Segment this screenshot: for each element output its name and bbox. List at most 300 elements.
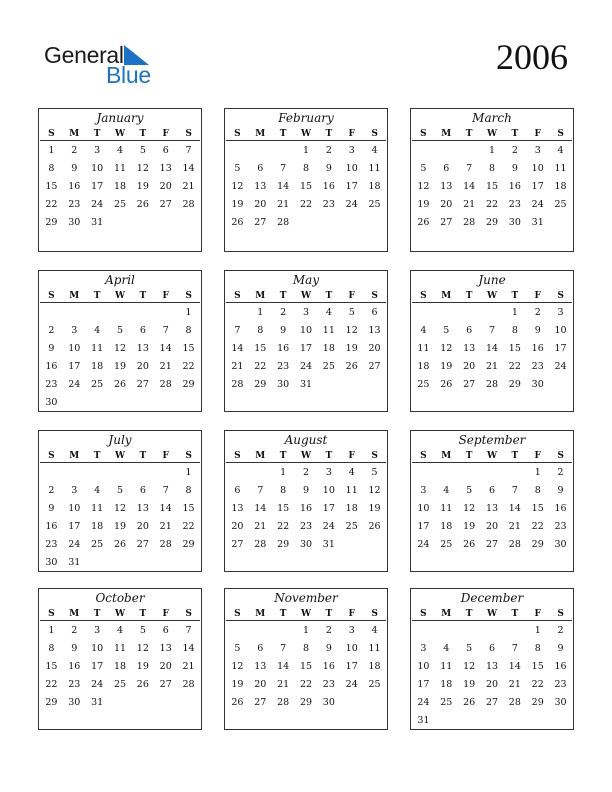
weekday-header: T xyxy=(279,451,287,461)
weekday-header: T xyxy=(465,451,473,461)
day-cell: 2 xyxy=(71,145,78,156)
empty-day-cell xyxy=(249,622,272,640)
weekday-header: F xyxy=(534,609,541,619)
day-cell: 8 xyxy=(302,643,310,654)
weekday-header: M xyxy=(69,129,80,139)
weekday-header: M xyxy=(441,451,452,461)
day-cell: 7 xyxy=(466,163,473,174)
day-cell: 20 xyxy=(136,521,149,532)
day-cell: 7 xyxy=(234,325,241,336)
day-cell: 24 xyxy=(531,199,544,210)
empty-day-cell xyxy=(109,464,132,482)
empty-day-cell xyxy=(412,304,435,322)
day-cell: 2 xyxy=(325,625,332,636)
day-cell: 1 xyxy=(280,467,287,478)
day-cell: 30 xyxy=(68,217,81,228)
day-cell: 6 xyxy=(466,325,473,336)
day-cell: 21 xyxy=(508,521,521,532)
empty-day-cell xyxy=(249,142,272,160)
empty-day-cell xyxy=(226,304,249,322)
day-cell: 2 xyxy=(534,307,541,318)
day-cell: 10 xyxy=(531,163,544,174)
day-cell: 11 xyxy=(368,643,381,654)
day-cell: 17 xyxy=(322,503,335,514)
day-cell: 29 xyxy=(531,539,544,550)
day-cell: 17 xyxy=(417,679,430,690)
day-cell: 28 xyxy=(159,379,172,390)
weekday-header: F xyxy=(348,129,355,139)
day-cell: 28 xyxy=(277,217,290,228)
month-name: February xyxy=(278,111,334,125)
day-cell: 28 xyxy=(159,539,172,550)
days-grid xyxy=(412,621,572,730)
day-cell: 16 xyxy=(45,361,58,372)
day-cell: 30 xyxy=(554,539,567,550)
month-name: August xyxy=(284,433,328,447)
weekday-header: M xyxy=(255,609,266,619)
day-cell: 18 xyxy=(440,679,453,690)
days-grid xyxy=(40,463,200,572)
day-cell: 16 xyxy=(554,503,567,514)
day-cell: 9 xyxy=(71,163,78,174)
day-cell: 28 xyxy=(508,539,521,550)
day-cell: 15 xyxy=(45,181,58,192)
day-cell: 28 xyxy=(231,379,244,390)
day-cell: 28 xyxy=(485,379,499,390)
day-cell: 14 xyxy=(508,661,521,672)
days-grid xyxy=(412,141,572,232)
day-cell: 2 xyxy=(511,145,518,156)
day-cell: 19 xyxy=(368,503,381,514)
day-cell: 28 xyxy=(254,539,267,550)
day-cell: 17 xyxy=(554,343,567,354)
weekday-header: F xyxy=(534,129,541,139)
weekday-header: S xyxy=(185,129,192,139)
day-cell: 3 xyxy=(348,145,355,156)
day-cell: 16 xyxy=(508,181,521,192)
day-cell: 22 xyxy=(299,679,313,690)
day-cell: 10 xyxy=(91,163,104,174)
day-cell: 18 xyxy=(113,661,127,672)
day-cell: 7 xyxy=(257,485,264,496)
weekday-header: S xyxy=(557,129,564,139)
day-cell: 20 xyxy=(440,199,453,210)
day-cell: 3 xyxy=(420,485,427,496)
day-cell: 14 xyxy=(231,343,244,354)
day-cell: 22 xyxy=(299,199,313,210)
weekday-header: S xyxy=(48,451,55,461)
day-cell: 31 xyxy=(417,715,430,726)
day-cell: 18 xyxy=(91,521,104,532)
day-cell: 8 xyxy=(185,485,192,496)
empty-day-cell xyxy=(435,304,458,322)
day-cell: 28 xyxy=(463,217,476,228)
weekday-header: W xyxy=(300,129,312,139)
day-cell: 10 xyxy=(345,643,358,654)
empty-day-cell xyxy=(435,622,458,640)
day-cell: 17 xyxy=(68,521,81,532)
day-cell: 27 xyxy=(254,217,267,228)
day-cell: 6 xyxy=(371,307,378,318)
day-cell: 30 xyxy=(45,557,58,568)
day-cell: 18 xyxy=(322,343,335,354)
day-cell: 3 xyxy=(534,145,541,156)
day-cell: 2 xyxy=(557,467,564,478)
day-cell: 23 xyxy=(68,199,81,210)
day-cell: 2 xyxy=(280,307,287,318)
day-cell: 14 xyxy=(485,343,499,354)
empty-day-cell xyxy=(481,304,504,322)
weekday-header: F xyxy=(162,451,169,461)
day-cell: 15 xyxy=(299,661,313,672)
day-cell: 26 xyxy=(345,361,358,372)
day-cell: 21 xyxy=(277,199,290,210)
month-april xyxy=(38,270,202,412)
day-cell: 18 xyxy=(417,361,430,372)
day-cell: 22 xyxy=(531,521,544,532)
empty-day-cell xyxy=(412,142,435,160)
weekday-header: W xyxy=(486,129,498,139)
day-cell: 17 xyxy=(345,181,358,192)
day-cell: 22 xyxy=(277,521,290,532)
day-cell: 1 xyxy=(185,467,192,478)
weekday-header: W xyxy=(300,291,312,301)
day-cell: 9 xyxy=(325,643,332,654)
day-cell: 4 xyxy=(371,625,378,636)
weekday-header: W xyxy=(114,291,126,301)
day-cell: 9 xyxy=(557,485,564,496)
day-cell: 6 xyxy=(488,485,496,496)
day-cell: 6 xyxy=(257,643,264,654)
days-grid xyxy=(226,141,386,232)
month-july xyxy=(38,430,202,572)
day-cell: 26 xyxy=(368,521,381,532)
weekday-header: W xyxy=(486,609,498,619)
day-cell: 24 xyxy=(417,697,430,708)
day-cell: 18 xyxy=(554,181,567,192)
day-cell: 24 xyxy=(417,539,430,550)
day-cell: 25 xyxy=(440,539,453,550)
weekday-header: F xyxy=(348,291,355,301)
day-cell: 19 xyxy=(113,361,127,372)
day-cell: 15 xyxy=(277,503,290,514)
days-grid xyxy=(226,621,386,712)
month-november xyxy=(224,588,388,730)
empty-day-cell xyxy=(412,622,435,640)
day-cell: 26 xyxy=(231,697,244,708)
weekday-header: S xyxy=(48,609,55,619)
day-cell: 19 xyxy=(136,181,149,192)
day-cell: 13 xyxy=(254,661,267,672)
weekday-header: W xyxy=(300,451,312,461)
empty-day-cell xyxy=(63,464,86,482)
day-cell: 30 xyxy=(322,697,335,708)
day-cell: 31 xyxy=(299,379,313,390)
day-cell: 11 xyxy=(368,163,381,174)
weekday-header: S xyxy=(371,609,378,619)
year-title: 2006 xyxy=(496,37,568,77)
weekday-header: M xyxy=(255,129,266,139)
day-cell: 3 xyxy=(348,625,355,636)
day-cell: 24 xyxy=(68,539,81,550)
day-cell: 18 xyxy=(440,521,453,532)
day-cell: 26 xyxy=(231,217,244,228)
empty-day-cell xyxy=(481,622,504,640)
day-cell: 28 xyxy=(508,697,521,708)
empty-day-cell xyxy=(131,304,154,322)
day-cell: 30 xyxy=(508,217,521,228)
weekday-header: F xyxy=(534,451,541,461)
day-cell: 16 xyxy=(322,181,335,192)
day-cell: 29 xyxy=(485,217,499,228)
weekday-header: S xyxy=(557,609,564,619)
day-cell: 22 xyxy=(485,199,499,210)
day-cell: 27 xyxy=(463,379,476,390)
day-cell: 1 xyxy=(257,307,264,318)
day-cell: 13 xyxy=(440,181,453,192)
day-cell: 21 xyxy=(277,679,290,690)
day-cell: 2 xyxy=(48,325,55,336)
day-cell: 30 xyxy=(68,697,81,708)
day-cell: 27 xyxy=(368,361,381,372)
weekday-header: S xyxy=(185,291,192,301)
empty-day-cell xyxy=(503,622,526,640)
day-cell: 20 xyxy=(136,361,149,372)
day-cell: 13 xyxy=(463,343,476,354)
day-cell: 5 xyxy=(348,307,355,318)
weekday-header-row xyxy=(40,127,200,141)
weekday-header: T xyxy=(139,129,147,139)
day-cell: 12 xyxy=(113,503,127,514)
day-cell: 23 xyxy=(508,199,521,210)
day-cell: 9 xyxy=(48,343,55,354)
day-cell: 17 xyxy=(68,361,81,372)
day-cell: 2 xyxy=(325,145,332,156)
weekday-header: W xyxy=(114,609,126,619)
empty-day-cell xyxy=(249,464,272,482)
day-cell: 2 xyxy=(71,625,78,636)
day-cell: 26 xyxy=(463,539,476,550)
day-cell: 14 xyxy=(182,643,195,654)
day-cell: 13 xyxy=(485,661,499,672)
day-cell: 1 xyxy=(534,467,541,478)
day-cell: 23 xyxy=(45,539,58,550)
weekday-header: S xyxy=(557,291,564,301)
day-cell: 10 xyxy=(345,163,358,174)
day-cell: 5 xyxy=(234,163,241,174)
day-cell: 29 xyxy=(182,539,195,550)
day-cell: 11 xyxy=(554,163,567,174)
day-cell: 27 xyxy=(440,217,453,228)
weekday-header: T xyxy=(511,291,519,301)
day-cell: 27 xyxy=(136,379,149,390)
day-cell: 26 xyxy=(113,539,127,550)
day-cell: 12 xyxy=(231,181,244,192)
day-cell: 31 xyxy=(91,697,104,708)
day-cell: 27 xyxy=(231,539,244,550)
month-name: November xyxy=(274,591,338,605)
empty-day-cell xyxy=(40,304,63,322)
day-cell: 27 xyxy=(254,697,267,708)
weekday-header: F xyxy=(162,129,169,139)
month-june xyxy=(410,270,574,412)
day-cell: 29 xyxy=(531,697,544,708)
month-february xyxy=(224,108,388,252)
empty-day-cell xyxy=(458,304,481,322)
month-name: March xyxy=(472,111,512,125)
day-cell: 5 xyxy=(116,325,124,336)
day-cell: 11 xyxy=(345,485,358,496)
day-cell: 6 xyxy=(162,625,169,636)
day-cell: 16 xyxy=(68,661,81,672)
weekday-header: S xyxy=(420,451,427,461)
days-grid xyxy=(226,303,386,394)
days-grid xyxy=(40,303,200,412)
day-cell: 18 xyxy=(368,181,381,192)
weekday-header: T xyxy=(93,609,101,619)
day-cell: 19 xyxy=(463,679,476,690)
day-cell: 13 xyxy=(136,503,149,514)
day-cell: 1 xyxy=(48,145,55,156)
weekday-header: T xyxy=(279,129,287,139)
month-january xyxy=(38,108,202,252)
weekday-header: S xyxy=(185,609,192,619)
day-cell: 25 xyxy=(91,539,104,550)
day-cell: 9 xyxy=(325,163,332,174)
day-cell: 15 xyxy=(182,343,195,354)
weekday-header: M xyxy=(69,609,80,619)
day-cell: 7 xyxy=(511,643,518,654)
day-cell: 4 xyxy=(443,485,450,496)
weekday-header-row xyxy=(412,449,572,463)
weekday-header-row xyxy=(226,449,386,463)
day-cell: 2 xyxy=(302,467,310,478)
day-cell: 14 xyxy=(254,503,267,514)
logo-text-blue: Blue xyxy=(106,62,151,88)
day-cell: 22 xyxy=(182,521,195,532)
day-cell: 31 xyxy=(68,557,81,568)
month-name: May xyxy=(292,273,320,287)
day-cell: 19 xyxy=(231,199,244,210)
day-cell: 4 xyxy=(116,145,124,156)
day-cell: 15 xyxy=(508,343,521,354)
day-cell: 27 xyxy=(159,199,172,210)
weekday-header: S xyxy=(371,291,378,301)
weekday-header-row xyxy=(40,289,200,303)
empty-day-cell xyxy=(412,464,435,482)
day-cell: 7 xyxy=(511,485,518,496)
day-cell: 4 xyxy=(557,145,564,156)
weekday-header: S xyxy=(48,129,55,139)
day-cell: 25 xyxy=(368,679,381,690)
weekday-header-row xyxy=(226,607,386,621)
day-cell: 2 xyxy=(48,485,55,496)
day-cell: 6 xyxy=(162,145,169,156)
empty-day-cell xyxy=(226,464,249,482)
weekday-header: S xyxy=(234,451,241,461)
day-cell: 31 xyxy=(91,217,104,228)
day-cell: 14 xyxy=(159,343,172,354)
day-cell: 4 xyxy=(371,145,378,156)
weekday-header: T xyxy=(93,129,101,139)
day-cell: 15 xyxy=(485,181,499,192)
day-cell: 17 xyxy=(345,661,358,672)
day-cell: 5 xyxy=(116,485,124,496)
day-cell: 12 xyxy=(113,343,127,354)
day-cell: 26 xyxy=(136,199,149,210)
weekday-header: S xyxy=(234,291,241,301)
day-cell: 13 xyxy=(159,643,172,654)
empty-day-cell xyxy=(458,622,481,640)
day-cell: 8 xyxy=(48,643,55,654)
weekday-header: S xyxy=(420,609,427,619)
day-cell: 1 xyxy=(48,625,55,636)
day-cell: 25 xyxy=(417,379,430,390)
day-cell: 27 xyxy=(136,539,149,550)
day-cell: 11 xyxy=(322,325,335,336)
day-cell: 30 xyxy=(277,379,290,390)
empty-day-cell xyxy=(63,304,86,322)
day-cell: 20 xyxy=(368,343,381,354)
day-cell: 24 xyxy=(91,199,104,210)
day-cell: 6 xyxy=(234,485,241,496)
day-cell: 16 xyxy=(554,661,567,672)
day-cell: 18 xyxy=(113,181,127,192)
weekday-header: W xyxy=(114,451,126,461)
day-cell: 22 xyxy=(254,361,267,372)
day-cell: 16 xyxy=(45,521,58,532)
day-cell: 4 xyxy=(325,307,332,318)
day-cell: 26 xyxy=(136,679,149,690)
weekday-header: T xyxy=(139,609,147,619)
weekday-header: T xyxy=(325,129,333,139)
days-grid xyxy=(40,621,200,712)
day-cell: 17 xyxy=(299,343,313,354)
day-cell: 4 xyxy=(348,467,355,478)
day-cell: 5 xyxy=(371,467,378,478)
day-cell: 8 xyxy=(48,163,55,174)
weekday-header: W xyxy=(486,451,498,461)
day-cell: 17 xyxy=(91,181,104,192)
weekday-header: T xyxy=(465,291,473,301)
day-cell: 20 xyxy=(159,181,172,192)
day-cell: 19 xyxy=(440,361,453,372)
empty-day-cell xyxy=(226,142,249,160)
day-cell: 12 xyxy=(463,661,476,672)
empty-day-cell xyxy=(435,464,458,482)
day-cell: 27 xyxy=(485,539,499,550)
day-cell: 5 xyxy=(420,163,427,174)
day-cell: 7 xyxy=(162,485,169,496)
day-cell: 1 xyxy=(488,145,496,156)
day-cell: 23 xyxy=(322,679,335,690)
day-cell: 20 xyxy=(254,199,267,210)
day-cell: 14 xyxy=(182,163,195,174)
day-cell: 17 xyxy=(531,181,544,192)
day-cell: 12 xyxy=(368,485,381,496)
day-cell: 3 xyxy=(302,307,310,318)
day-cell: 5 xyxy=(139,145,146,156)
month-may xyxy=(224,270,388,412)
day-cell: 29 xyxy=(299,697,313,708)
weekday-header: T xyxy=(93,451,101,461)
month-name: April xyxy=(105,273,135,287)
day-cell: 3 xyxy=(325,467,332,478)
weekday-header: M xyxy=(441,609,452,619)
day-cell: 4 xyxy=(94,325,101,336)
day-cell: 3 xyxy=(557,307,564,318)
day-cell: 7 xyxy=(185,625,192,636)
